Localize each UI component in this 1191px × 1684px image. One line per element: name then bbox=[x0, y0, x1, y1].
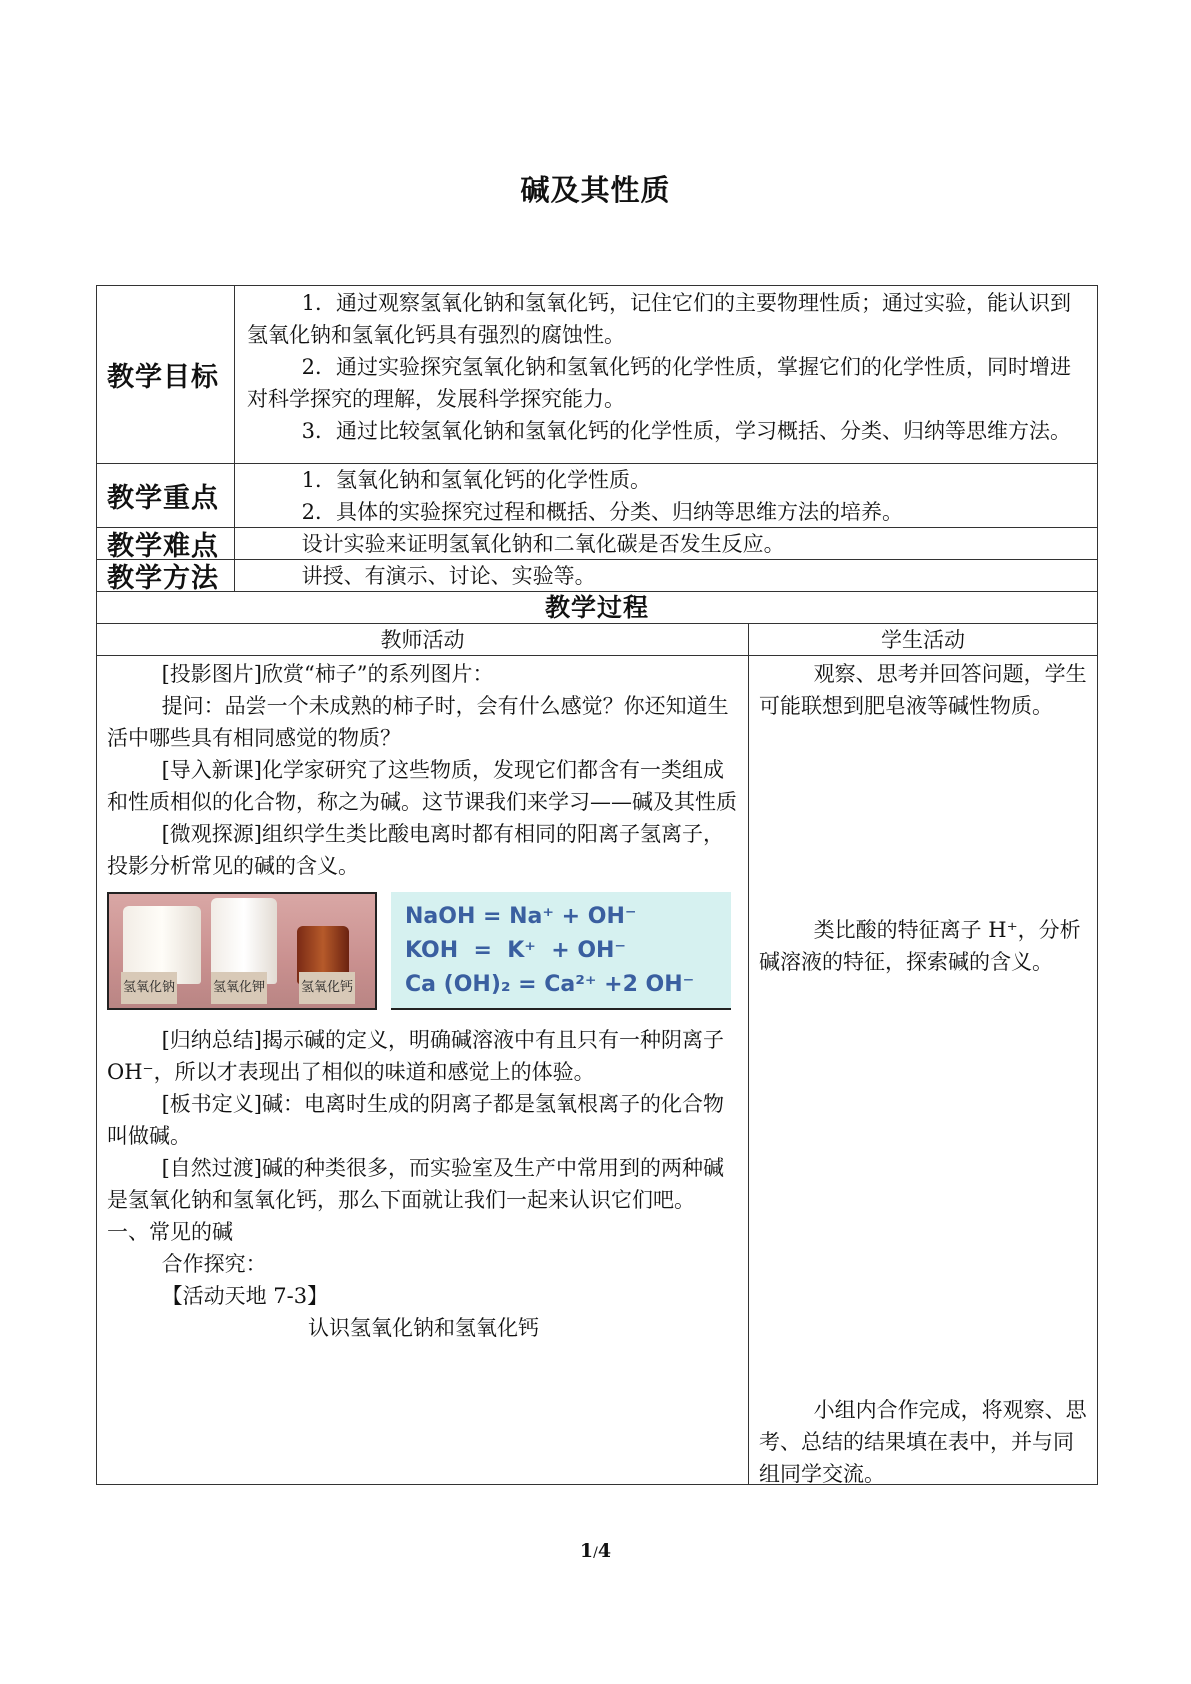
equation: KOH = K⁺ + OH⁻ bbox=[405, 938, 627, 963]
teacher-paragraph: [归纳总结]揭示碱的定义，明确碱溶液中有且只有一种阴离子 OH⁻，所以才表现出了相似的味道和感觉上的体验。 bbox=[107, 1028, 724, 1084]
teacher-paragraph: [微观探源]组织学生类比酸电离时都有相同的阳离子氢离子，投影分析常见的碱的含义。 bbox=[107, 822, 724, 878]
process-title-row bbox=[97, 592, 1097, 624]
difficulty-content: 设计实验来证明氢氧化钠和二氧化碳是否发生反应。 bbox=[301, 532, 785, 556]
teacher-paragraph: [导入新课]化学家研究了这些物质，发现它们都含有一类组成和性质相似的化合物，称之为碱。这节课我们来学习——碱及其性质 bbox=[107, 758, 737, 814]
lesson-plan-table bbox=[96, 285, 1098, 1485]
difficulty-row bbox=[97, 528, 1097, 560]
section-heading: 一、常见的碱 bbox=[107, 1220, 233, 1244]
bottle-label: 氢氧化钠 bbox=[121, 972, 177, 1004]
bottle-label: 氢氧化钙 bbox=[299, 972, 355, 1004]
student-paragraph: 小组内合作完成，将观察、思考、总结的结果填在表中，并与同组同学交流。 bbox=[759, 1398, 1087, 1486]
student-activity-column bbox=[749, 656, 1097, 1484]
teacher-paragraph: [自然过渡]碱的种类很多，而实验室及生产中常用到的两种碱是氢氧化钠和氢氧化钙，那么下面就让我们一起来认识它们吧。 bbox=[107, 1156, 724, 1212]
key-point-item: 2．具体的实验探究过程和概括、分类、归纳等思维方法的培养。 bbox=[301, 500, 903, 524]
student-paragraph: 类比酸的特征离子 H⁺，分析碱溶液的特征，探索碱的含义。 bbox=[759, 918, 1081, 974]
objective-item: 3．通过比较氢氧化钠和氢氧化钙的化学性质，学习概括、分类、归纳等思维方法。 bbox=[301, 419, 1071, 443]
student-paragraph: 观察、思考并回答问题，学生可能联想到肥皂液等碱性物质。 bbox=[759, 662, 1087, 718]
objectives-row bbox=[97, 286, 1097, 464]
base-bottles-photo bbox=[107, 892, 377, 1010]
objective-item: 2．通过实验探究氢氧化钠和氢氧化钙的化学性质，掌握它们的化学性质，同时增进对科学探究的理解，发展科学探究能力。 bbox=[247, 355, 1071, 411]
teacher-paragraph: 提问：品尝一个未成熟的柿子时，会有什么感觉？你还知道生活中哪些具有相同感觉的物质？ bbox=[107, 694, 729, 750]
objectives-content bbox=[235, 286, 1097, 463]
illustration-row bbox=[107, 892, 740, 1010]
method-label: 教学方法 bbox=[97, 560, 235, 591]
key-point-item: 1．氢氧化钠和氢氧化钙的化学性质。 bbox=[301, 468, 651, 492]
process-title: 教学过程 bbox=[544, 593, 649, 622]
method-content: 讲授、有演示、讨论、实验等。 bbox=[301, 564, 596, 588]
page-number: 1/4 bbox=[579, 1540, 612, 1562]
difficulty-label: 教学难点 bbox=[97, 528, 235, 559]
equation: NaOH = Na⁺ + OH⁻ bbox=[405, 904, 637, 929]
student-activity-header: 学生活动 bbox=[881, 628, 965, 652]
process-body-row bbox=[97, 656, 1097, 1484]
process-header-row bbox=[97, 624, 1097, 656]
objective-item: 1．通过观察氢氧化钠和氢氧化钙，记住它们的主要物理性质；通过实验，能认识到氢氧化钠和氢氧化钙具有强烈的腐蚀性。 bbox=[247, 291, 1071, 347]
teacher-activity-header: 教师活动 bbox=[97, 624, 749, 655]
activity-title: 【活动天地 7-3】 bbox=[161, 1284, 329, 1308]
bottle-label: 氢氧化钾 bbox=[211, 972, 267, 1004]
activity-subtitle: 认识氢氧化钠和氢氧化钙 bbox=[308, 1316, 539, 1340]
key-points-content bbox=[235, 464, 1097, 527]
equation: Ca (OH)₂ = Ca²⁺ +2 OH⁻ bbox=[405, 972, 695, 997]
teacher-paragraph: 合作探究： bbox=[161, 1252, 267, 1276]
key-points-row bbox=[97, 464, 1097, 528]
teacher-paragraph: [投影图片]欣赏“柿子”的系列图片： bbox=[161, 662, 494, 686]
teacher-paragraph: [板书定义]碱：电离时生成的阴离子都是氢氧根离子的化合物叫做碱。 bbox=[107, 1092, 724, 1148]
ionization-equations-image bbox=[391, 892, 731, 1010]
teacher-activity-column bbox=[97, 656, 749, 1484]
document-title: 碱及其性质 bbox=[520, 173, 671, 207]
objectives-label: 教学目标 bbox=[97, 286, 235, 463]
key-points-label: 教学重点 bbox=[97, 464, 235, 527]
method-row bbox=[97, 560, 1097, 592]
